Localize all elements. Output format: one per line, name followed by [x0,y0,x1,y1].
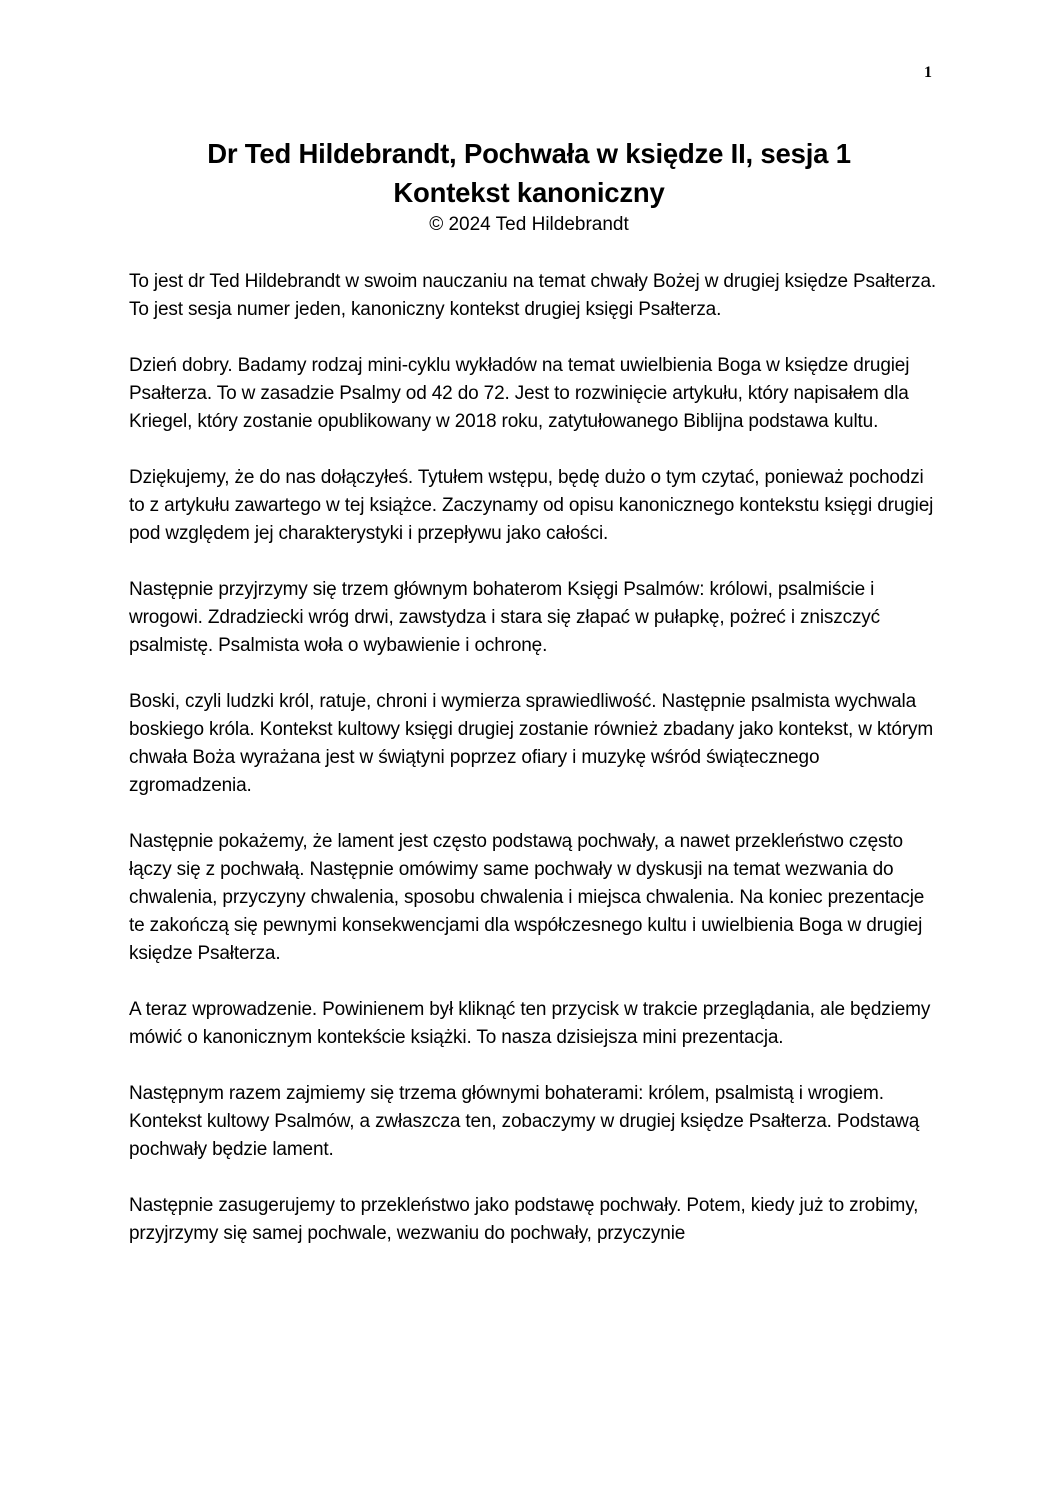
paragraph-2: Dzień dobry. Badamy rodzaj mini-cyklu wykładów na temat uwielbienia Boga w księdze drugiej Psałterza. To w zasadzie Psalmy od 42 do 72. Jest to rozwinięcie artykułu, który napisałem dla Kriegel, który zostanie opublikowany w 2018 roku, zatytułowanego Biblijna podstawa kultu. [129,355,910,432]
copyright-notice: © 2024 Ted Hildebrandt [429,214,629,235]
document-body [129,268,939,1276]
paragraph-8: Następnym razem zajmiemy się trzema głównymi bohaterami: królem, psalmistą i wrogiem. Kontekst kultowy Psalmów, a zwłaszcza ten, zobaczymy w drugiej księdze Psałterza. Podstawą pochwały będzie lament. [129,1083,920,1160]
paragraph-6: Następnie pokażemy, że lament jest często podstawą pochwały, a nawet przekleństwo często łączy się z pochwałą. Następnie omówimy same pochwały w dyskusji na temat wezwania do chwalenia, przyczyny chwalenia, sposobu chwalenia i miejsca chwalenia. Na koniec prezentacje te zakończą się pewnymi konsekwencjami dla współczesnego kultu i uwielbienia Boga w drugiej księdze Psałterza. [129,831,925,964]
paragraph-9: Następnie zasugerujemy to przekleństwo jako podstawę pochwały. Potem, kiedy już to zrobimy, przyjrzymy się samej pochwale, wezwaniu do pochwały, przyczynie [129,1195,919,1244]
paragraph-7: A teraz wprowadzenie. Powinienem był kliknąć ten przycisk w trakcie przeglądania, ale będziemy mówić o kanonicznym kontekście książki. To nasza dzisiejsza mini prezentacja. [129,999,931,1048]
page-number: 1 [924,64,932,81]
paragraph-3: Dziękujemy, że do nas dołączyłeś. Tytułem wstępu, będę dużo o tym czytać, ponieważ pochodzi to z artykułu zawartego w tej książce. Zaczynamy od opisu kanonicznego kontekstu księgi drugiej pod względem jej charakterystyki i przepływu jako całości. [129,467,934,544]
document-header [0,134,1058,238]
paragraph-5: Boski, czyli ludzki król, ratuje, chroni i wymierza sprawiedliwość. Następnie psalmista wychwala boskiego króla. Kontekst kultowy księgi drugiej zostanie również zbadany jako kontekst, w którym chwała Boża wyrażana jest w świątyni poprzez ofiary i muzykę wśród świątecznego zgromadzenia. [129,691,934,796]
paragraph-4: Następnie przyjrzymy się trzem głównym bohaterom Księgi Psalmów: królowi, psalmiście i wrogowi. Zdradziecki wróg drwi, zawstydza i stara się złapać w pułapkę, pożreć i zniszczyć psalmistę. Psalmista woła o wybawienie i ochronę. [129,579,881,656]
document-title-line-2: Kontekst kanoniczny [393,177,665,208]
document-title-line-1: Dr Ted Hildebrandt, Pochwała w księdze II, sesja 1 [207,138,851,169]
paragraph-1: To jest dr Ted Hildebrandt w swoim nauczaniu na temat chwały Bożej w drugiej księdze Psałterza. To jest sesja numer jeden, kanoniczny kontekst drugiej księgi Psałterza. [129,271,937,320]
